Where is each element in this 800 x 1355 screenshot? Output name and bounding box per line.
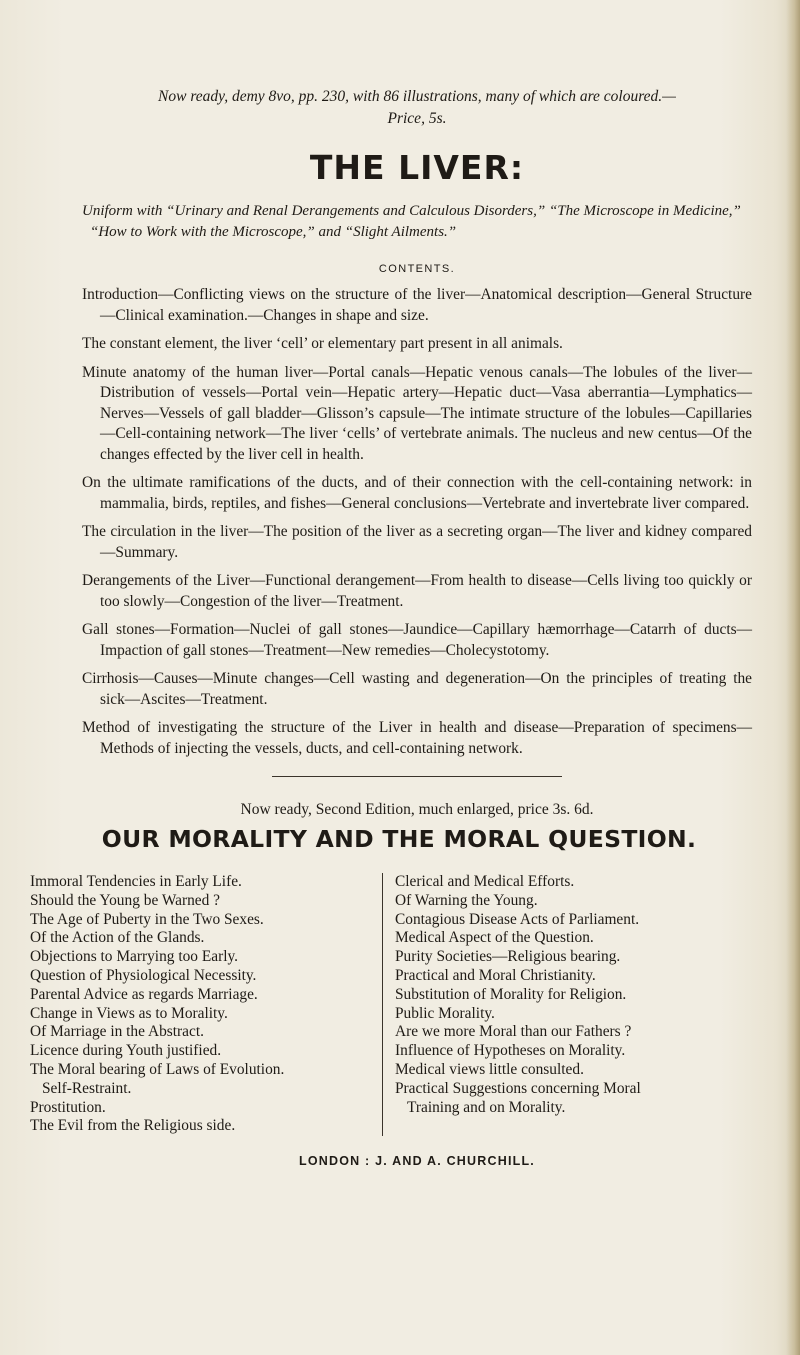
list-item: Influence of Hypotheses on Morality. [395,1042,626,1060]
section-divider [272,776,562,777]
liver-title: THE LIVER: [309,148,525,187]
contents-paragraph: On the ultimate ramifications of the ducts, and of their connection with the cell-containing network: in mammalia, birds, reptiles, and fishes—General conclusions—Vertebrate and invertebrate liver compared. [82,474,752,512]
list-item: Of the Action of the Glands. [30,929,205,947]
list-item: Practical Suggestions concerning Moral [395,1079,641,1097]
list-item: The Moral bearing of Laws of Evolution. [30,1060,285,1078]
list-item: Self-Restraint. [42,1079,132,1097]
topics-left-column [30,873,375,1136]
announcement-line: Now ready, demy 8vo, pp. 230, with 86 illustrations, many of which are coloured.— [158,88,676,105]
page-edge-shadow [786,0,800,1355]
liver-announcement [82,86,752,130]
list-item: Objections to Marrying too Early. [30,948,239,966]
list-item: Purity Societies—Religious bearing. [395,948,621,966]
list-item: Practical and Moral Christianity. [395,966,596,984]
list-item: The Evil from the Religious side. [30,1117,236,1135]
list-item: Change in Views as to Morality. [30,1004,228,1022]
morality-announcement: Now ready, Second Edition, much enlarged, price 3s. 6d. [240,801,594,818]
page-content [30,86,752,1169]
list-item: Clerical and Medical Efforts. [395,873,575,890]
list-item: Question of Physiological Necessity. [30,966,257,984]
list-item: Contagious Disease Acts of Parliament. [395,910,640,928]
contents-paragraph: The constant element, the liver ‘cell’ or elementary part present in all animals. [82,335,563,352]
contents-paragraph: Method of investigating the structure of the Liver in health and disease—Preparation of specimens—Methods of injecting the vessels, ducts, and cell-containing network. [82,719,752,757]
list-item: Immoral Tendencies in Early Life. [30,873,242,890]
contents-paragraph: The circulation in the liver—The position of the liver as a secreting organ—The liver and kidney compared—Summary. [82,523,752,561]
list-item: Of Marriage in the Abstract. [30,1023,204,1041]
list-item: Should the Young be Warned ? [30,891,220,909]
announcement-price: Price, 5s. [387,110,447,127]
topics-right-column [382,873,745,1136]
list-item: The Age of Puberty in the Two Sexes. [30,910,264,928]
contents-paragraph: Minute anatomy of the human liver—Portal canals—Hepatic venous canals—The lobules of the liver—Distribution of vessels—Portal vein—Hepatic artery—Hepatic duct—Vasa aberrantia—Lymphatics—Nerves—Vessels of gall bladder—Glisson’s capsule—The intimate structure of the lobules—Capillaries—Cell-containing network—The liver ‘cells’ of vertebrate animals. The nucleus and new centus—Of the changes effected by the liver cell in health. [82,363,752,463]
list-item: Parental Advice as regards Marriage. [30,985,258,1003]
uniform-with-note: Uniform with “Urinary and Renal Derangements and Calculous Disorders,” “The Microscope in Medicine,” “How to Work with the Microscope,” and “Slight Ailments.” [82,203,741,240]
contents-paragraph: Derangements of the Liver—Functional derangement—From health to disease—Cells living too quickly or too slowly—Congestion of the liver—Treatment. [82,572,752,610]
contents-paragraph: Gall stones—Formation—Nuclei of gall stones—Jaundice—Capillary hæmorrhage—Catarrh of ducts—Impaction of gall stones—Treatment—New remedies—Cholecystotomy. [82,621,752,659]
list-item: Prostitution. [30,1098,106,1116]
list-item: Training and on Morality. [407,1098,566,1116]
contents-paragraph: Cirrhosis—Causes—Minute changes—Cell wasting and degeneration—On the principles of treating the sick—Ascites—Treatment. [82,670,752,708]
publisher-imprint: LONDON : J. AND A. CHURCHILL. [299,1154,535,1169]
list-item: Medical Aspect of the Question. [395,929,594,947]
list-item: Substitution of Morality for Religion. [395,985,627,1003]
contents-heading: CONTENTS. [378,263,456,275]
morality-title: OUR MORALITY AND THE MORAL QUESTION. [101,825,697,853]
list-item: Are we more Moral than our Fathers ? [395,1023,632,1041]
list-item: Public Morality. [395,1004,495,1022]
list-item: Medical views little consulted. [395,1060,584,1078]
list-item: Licence during Youth justified. [30,1042,222,1060]
contents-paragraph: Introduction—Conflicting views on the structure of the liver—Anatomical description—General Structure—Clinical examination.—Changes in shape and size. [82,286,752,324]
contents-list [82,285,752,759]
list-item: Of Warning the Young. [395,891,538,909]
morality-topics [30,873,745,1136]
